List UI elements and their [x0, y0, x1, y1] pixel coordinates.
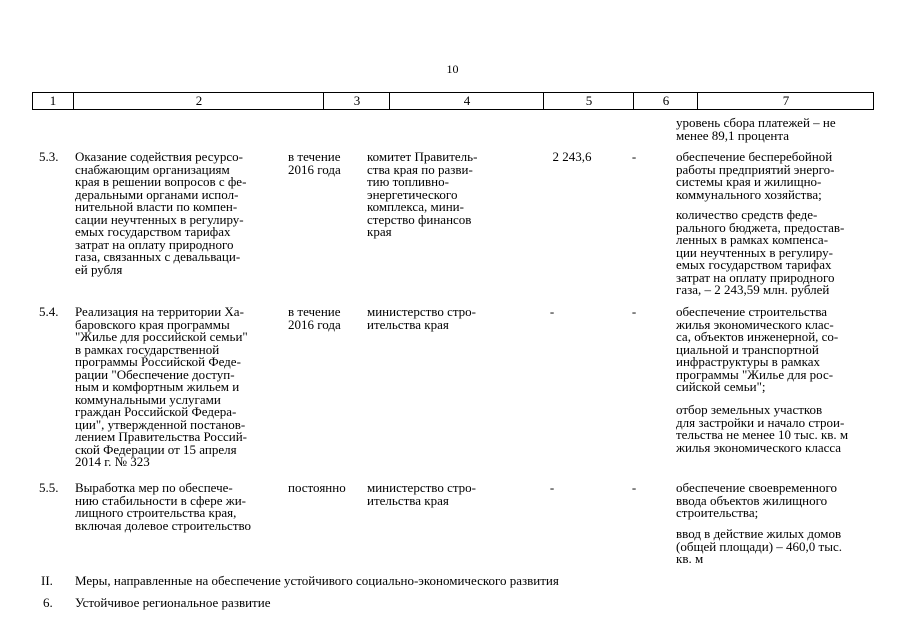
executor-text: министерство стро- ительства края [367, 480, 477, 508]
measure-text: Оказание содействия ресурсо- снабжающим организациям края в решении вопросов с фе- деральными органами испол- нительной власти по компен- сации неучтенных в регулиру- емых государством тарифах затрат на оплату природного газа, связанных с девальваци- ей рубля [75, 149, 247, 277]
table-header [32, 92, 874, 110]
result-text-1: обеспечение своевременного ввода объектов жилищного строительства; [676, 480, 838, 520]
section-title: Устойчивое региональное развитие [75, 595, 271, 610]
executor-text: министерство стро- ительства края [367, 304, 477, 332]
measure-text: Реализация на территории Ха- баровского края программы "Жилье для российской семьи" в рамках государственной программы Российской Феде- рации "Обеспечение доступ- ным и комфортным жильем и коммунальными услугами граждан Российской Федера- ции", утвержденной постанов- лением Правительства Россий- ской Федерации от 15 апреля 2014 г. № 323 [75, 304, 248, 469]
col6-text: - [631, 480, 637, 495]
amount-text: - [549, 304, 555, 319]
term-text: в течение 2016 года [288, 304, 341, 332]
result-text-2: отбор земельных участков для застройки и начало строи- тельства не менее 10 тыс. кв. м жилья экономического класса [676, 402, 849, 455]
row-number: 5.5. [39, 480, 59, 495]
header-col-2: 2 [73, 93, 324, 109]
header-col-1: 1 [49, 93, 57, 108]
amount-text: 2 243,6 [552, 149, 592, 164]
result-text-1: обеспечение бесперебойной работы предприятий энерго- системы края и жилищно- коммунального хозяйства; [676, 149, 835, 202]
amount-text: - [549, 480, 555, 495]
row-number: 5.3. [39, 149, 59, 164]
result-text-2: количество средств феде- рального бюджета, предостав- ленных в рамках компенса- ции неучтенных в регулиру- емых государством тарифах затрат на оплату природного газа, – 2 243,59 млн. рублей [676, 207, 845, 297]
section-number: 6. [43, 595, 53, 610]
carry-over-text: уровень сбора платежей – не менее 89,1 процента [676, 115, 836, 143]
header-col-6: 6 [633, 93, 698, 109]
measure-text: Выработка мер по обеспече- нию стабильности в сфере жи- лищного строительства края, включая долевое строительство [75, 480, 252, 533]
section-number: II. [41, 573, 53, 588]
result-text-2: ввод в действие жилых домов (общей площади) – 460,0 тыс. кв. м [676, 526, 842, 566]
page-number: 10 [446, 62, 459, 76]
header-col-5: 5 [543, 93, 634, 109]
term-text: в течение 2016 года [288, 149, 341, 177]
col6-text: - [631, 304, 637, 319]
section-title: Меры, направленные на обеспечение устойчивого социально-экономического развития [75, 573, 559, 588]
term-text: постоянно [288, 480, 346, 495]
header-col-4: 4 [389, 93, 544, 109]
header-col-7: 7 [697, 93, 874, 109]
result-text-1: обеспечение строительства жилья экономического клас- са, объектов инженерной, со- циальной и транспортной инфраструктуры в рамках программы "Жилье для рос- сийской семьи"; [676, 304, 839, 394]
executor-text: комитет Правитель- ства края по разви- тию топливно- энергетического комплекса, мини- стерство финансов края [367, 149, 478, 239]
header-col-3: 3 [323, 93, 390, 109]
row-number: 5.4. [39, 304, 59, 319]
col6-text: - [631, 149, 637, 164]
